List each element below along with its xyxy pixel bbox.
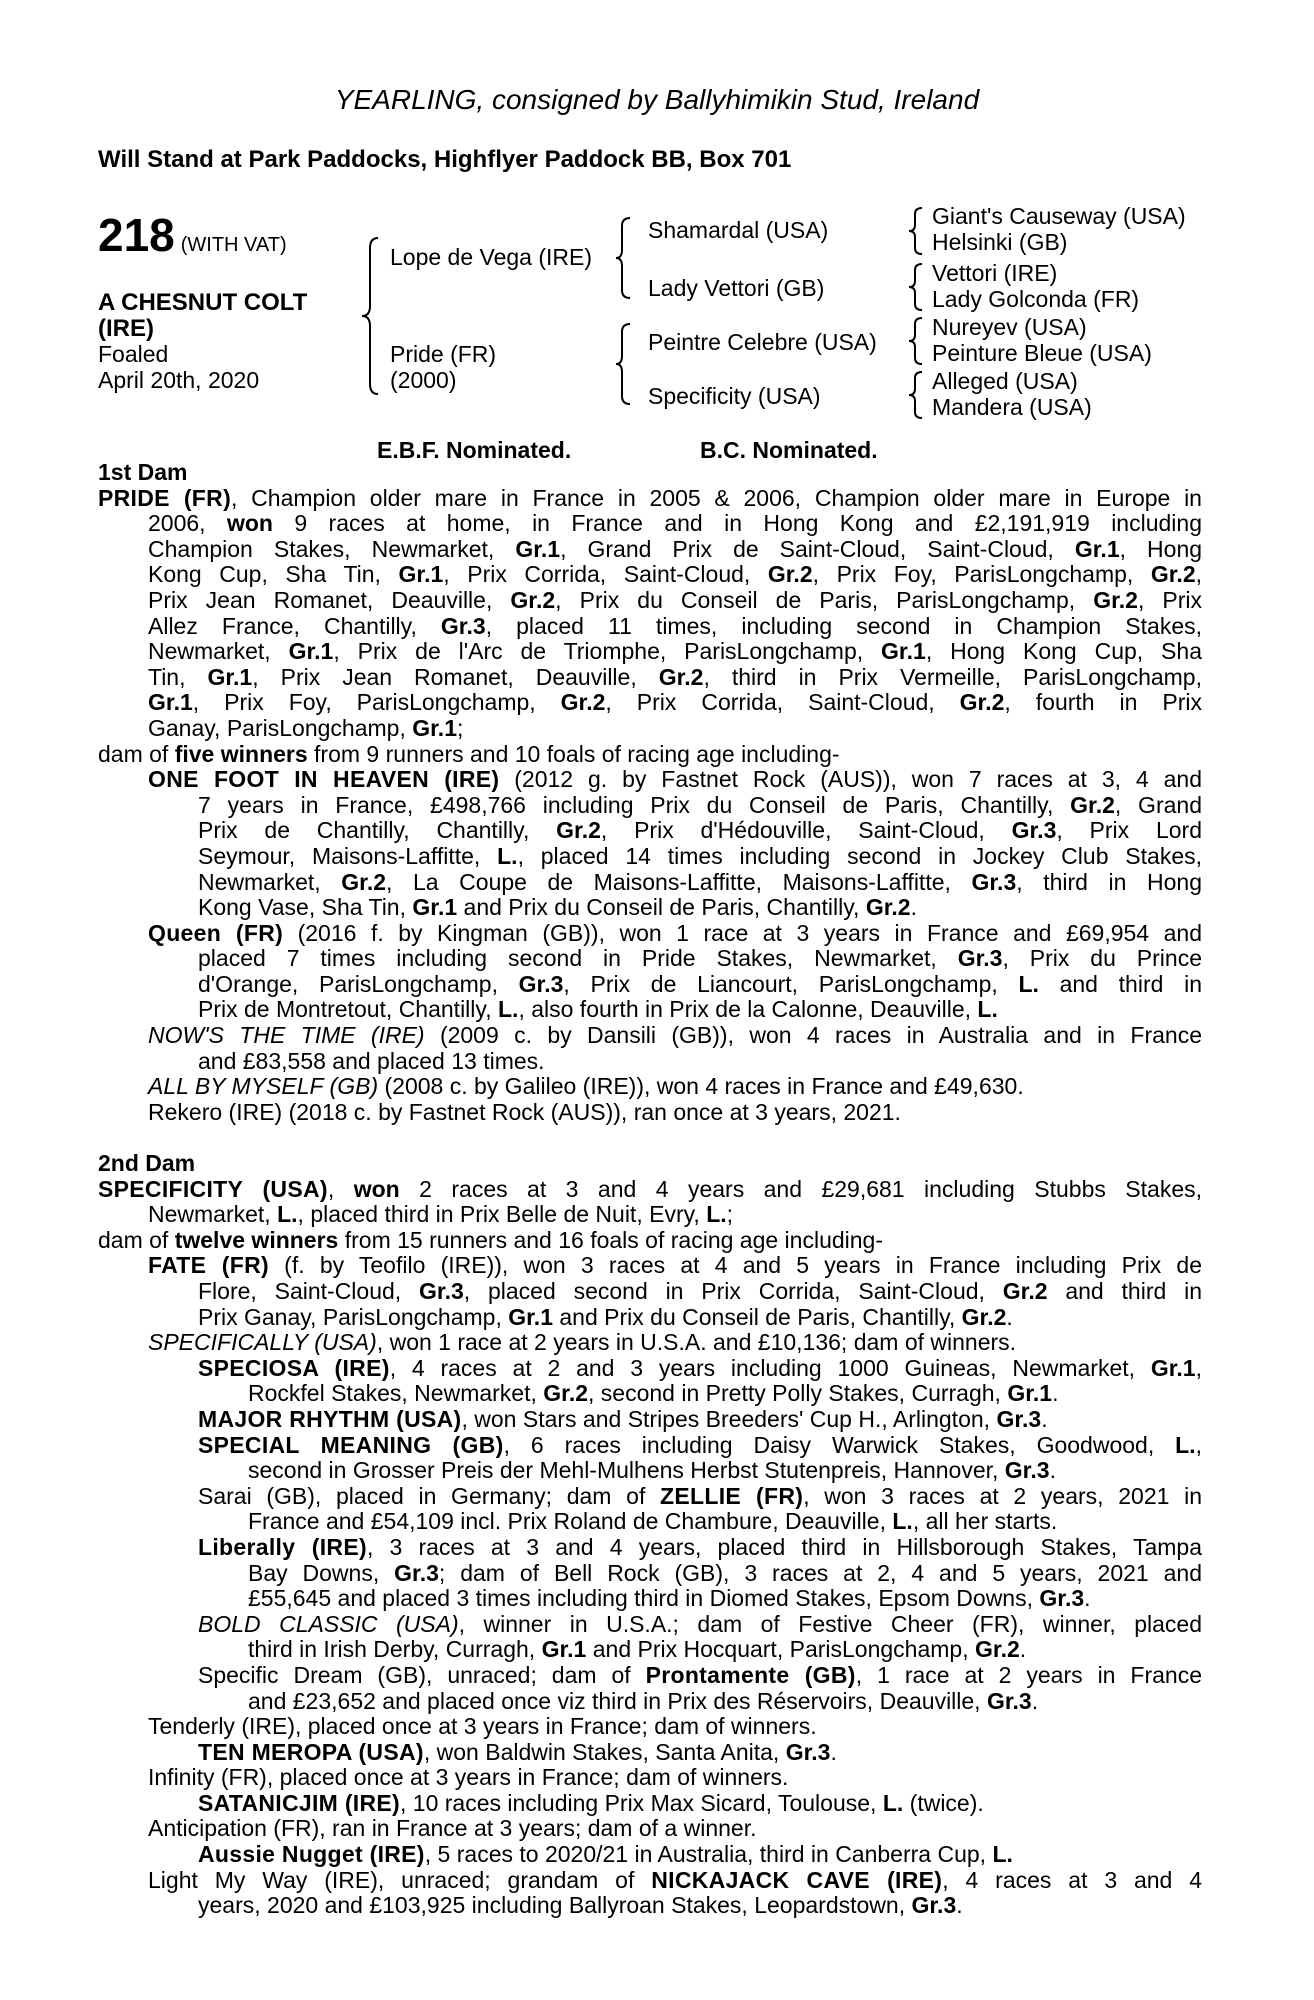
location-line: Will Stand at Park Paddocks, Highflyer Paddock BB, Box 701: [98, 146, 792, 173]
text-run: France and £54,109 incl. Prix Roland de Chambure, Deauville,: [248, 1508, 893, 1535]
text-run: NOW'S THE TIME (IRE): [148, 1022, 425, 1049]
text-run: L.: [992, 1841, 1013, 1868]
text-run: ,: [1195, 1354, 1202, 1381]
text-run: ONE FOOT IN HEAVEN (IRE): [148, 766, 500, 793]
gen3-3: Vettori (IRE): [932, 260, 1058, 286]
lot-number-block: [98, 208, 287, 262]
text-run: Gr.3: [1004, 1457, 1050, 1484]
produce-nows-the-time: [98, 1023, 1202, 1074]
sire-name: Lope de Vega (IRE): [390, 244, 593, 270]
sire-dam-name: Lady Vettori (GB): [648, 275, 825, 301]
text-run: Light My Way (IRE), unraced; grandam of: [148, 1866, 652, 1893]
text-line: [98, 690, 1202, 716]
bc-nomination: B.C. Nominated.: [700, 437, 878, 463]
produce-special-meaning: [98, 1433, 1202, 1484]
text-run: , third in Prix Vermeille, ParisLongchamp,: [703, 663, 1202, 690]
text-run: Gr.2: [959, 689, 1005, 716]
text-run: Prix Ganay, ParisLongchamp,: [198, 1303, 509, 1330]
text-run: Gr.3: [785, 1738, 831, 1765]
text-line: [98, 1433, 1202, 1459]
text-run: Gr.3: [971, 868, 1017, 895]
text-run: (2012 g. by Fastnet Rock (AUS)), won 7 races at 3, 4 and: [499, 766, 1202, 793]
text-run: SPECIOSA (IRE): [198, 1354, 390, 1381]
text-run: 7 years in France, £498,766 including Prix du Conseil de Paris, Chantilly,: [198, 791, 1071, 818]
text-run: and third in: [1047, 1278, 1202, 1304]
consignment-heading: YEARLING, consigned by Ballyhimikin Stud, Ireland: [334, 84, 980, 115]
text-line: [98, 1177, 1202, 1203]
text-run: Allez France, Chantilly,: [148, 612, 441, 639]
pedigree-brace-dam: [614, 322, 634, 406]
text-run: (2016 f. by Kingman (GB)), won 1 race at 3 years in France and £69,954 and: [283, 919, 1202, 946]
produce-tenderly: Tenderly (IRE), placed once at 3 years in France; dam of winners.: [148, 1713, 817, 1740]
text-run: Queen (FR): [148, 919, 284, 946]
text-run: Kong Vase, Sha Tin,: [198, 894, 413, 921]
text-run: Sarai (GB), placed in Germany; dam of: [198, 1482, 661, 1509]
text-run: Rockfel Stakes, Newmarket,: [248, 1380, 544, 1407]
text-run: , second in Pretty Polly Stakes, Curragh,: [588, 1380, 1008, 1407]
text-run: Gr.1: [207, 663, 253, 690]
text-run: MAJOR RHYTHM (USA): [198, 1405, 462, 1432]
gen3-7: Alleged (USA): [932, 368, 1078, 394]
text-run: Aussie Nugget (IRE): [198, 1841, 425, 1868]
text-run: , third in Hong: [1016, 868, 1202, 895]
text-run: Gr.1: [515, 535, 561, 562]
text-line: [98, 1381, 1202, 1407]
text-run: from 9 runners and 10 foals of racing age including-: [307, 740, 840, 767]
text-run: FATE (FR): [148, 1252, 269, 1279]
text-run: ; dam of: [438, 1559, 554, 1586]
produce-sarai: [98, 1484, 1202, 1535]
text-line: [98, 1202, 1202, 1228]
text-run: ;: [726, 1201, 734, 1228]
foaled-date: April 20th, 2020: [98, 367, 260, 393]
pedigree-brace-g4: [906, 370, 926, 420]
text-line: [98, 1893, 1202, 1919]
text-run: Gr.3: [911, 1892, 957, 1919]
text-run: L.: [892, 1508, 913, 1535]
produce-all-by-myself: [98, 1074, 1202, 1100]
lot-number: 218: [98, 209, 175, 261]
gen3-8: Mandera (USA): [932, 394, 1092, 420]
text-run: Gr.2: [767, 561, 813, 588]
pedigree-brace-g2: [906, 262, 926, 312]
text-line: [98, 1637, 1202, 1663]
text-run: , Prix du Conseil de Paris, ParisLongchamp,: [555, 586, 1094, 613]
text-line: [98, 1023, 1202, 1049]
text-run: L.: [497, 842, 518, 869]
text-run: Newmarket,: [148, 1201, 278, 1228]
pedigree-brace-g1: [906, 206, 926, 256]
text-run: Gr.1: [398, 561, 444, 588]
lot-description: A CHESNUT COLT: [98, 289, 308, 316]
text-line: [98, 793, 1202, 819]
second-dam-produce-summary: [98, 1228, 1202, 1254]
text-line: [98, 1484, 1202, 1510]
text-run: L.: [977, 996, 998, 1023]
text-run: 9 races at home, in France and in Hong Kong and £2,191,919 including: [272, 510, 1202, 537]
text-run: won: [353, 1175, 400, 1202]
produce-fate: [98, 1253, 1202, 1330]
text-run: , Prix: [1137, 586, 1203, 613]
text-run: 2006,: [148, 510, 227, 537]
text-line: [98, 1279, 1202, 1305]
text-run: , placed 14 times including second in Jockey Club Stakes,: [517, 842, 1203, 869]
text-run: Gr.2: [1093, 586, 1138, 613]
first-dam-heading: 1st Dam: [98, 459, 188, 485]
dam-dam-name: Specificity (USA): [648, 383, 821, 409]
produce-specific-dream: [98, 1663, 1202, 1714]
text-run: Champion Stakes, Newmarket,: [148, 535, 516, 562]
text-line: [98, 946, 1202, 972]
text-line: [98, 767, 1202, 793]
text-run: Gr.3: [1039, 1585, 1085, 1612]
text-line: [98, 1228, 1202, 1254]
text-run: won: [226, 510, 273, 537]
text-run: , Grand Prix de Saint-Cloud, Saint-Cloud,: [560, 535, 1075, 562]
text-line: [98, 716, 1202, 742]
text-run: , winner in U.S.A.; dam of: [458, 1610, 799, 1637]
text-run: ;: [457, 714, 464, 741]
text-line: [98, 486, 1202, 512]
text-line: [98, 1330, 1202, 1356]
text-run: dam of: [98, 740, 175, 767]
text-run: Festive Cheer (FR): [798, 1610, 1018, 1637]
produce-rekero: Rekero (IRE) (2018 c. by Fastnet Rock (AUS)), ran once at 3 years, 2021.: [148, 1098, 901, 1125]
text-run: placed 7 times including second in Pride Stakes, Newmarket,: [198, 945, 958, 972]
text-line: [98, 511, 1202, 537]
text-run: L.: [1018, 970, 1039, 997]
text-run: L.: [706, 1201, 727, 1228]
text-run: SPECIFICALLY (USA): [148, 1329, 377, 1356]
text-run: L.: [277, 1201, 298, 1228]
text-run: , 3 races at 3 and 4 years, placed third in Hillsborough Stakes, Tampa: [366, 1533, 1202, 1560]
text-line: [98, 1458, 1202, 1484]
text-run: Gr.2: [865, 894, 911, 921]
text-run: , Prix Foy, ParisLongchamp,: [812, 561, 1151, 588]
text-run: , Champion older mare in France in 2005 & 2006, Champion older mare in Europe in: [231, 484, 1202, 511]
text-run: dam of: [98, 1226, 175, 1253]
pedigree-brace-main: [360, 236, 384, 396]
produce-specifically: [98, 1330, 1202, 1356]
text-run: Gr.3: [440, 612, 486, 639]
text-run: NICKAJACK CAVE (IRE): [651, 1866, 943, 1893]
text-line: [98, 1049, 1202, 1075]
text-line: [98, 1356, 1202, 1382]
text-run: Gr.1: [881, 638, 926, 665]
text-run: .: [910, 894, 917, 921]
text-line: [98, 1842, 1202, 1868]
text-run: , won Stars and Stripes Breeders' Cup H., Arlington,: [461, 1405, 997, 1432]
text-run: SPECIAL MEANING (GB): [198, 1431, 504, 1458]
vat-note: (WITH VAT): [180, 234, 287, 256]
text-run: , Prix Lord: [1056, 817, 1202, 844]
text-run: , Prix Corrida, Saint-Cloud,: [605, 689, 960, 716]
text-run: Gr.3: [986, 1687, 1032, 1714]
text-run: Gr.3: [419, 1278, 464, 1304]
text-run: , 4 races at 3 and 4: [942, 1866, 1202, 1893]
text-line: [98, 1586, 1202, 1612]
text-run: Gr.1: [541, 1636, 587, 1663]
text-run: Bay Downs,: [248, 1559, 395, 1586]
pedigree-brace-sire: [614, 216, 634, 300]
text-run: and Prix Hocquart, ParisLongchamp,: [586, 1636, 975, 1663]
dam-year: (2000): [390, 367, 457, 393]
text-run: (2008 c. by Galileo (IRE)), won 4 races in France and £49,630.: [378, 1073, 1024, 1100]
text-run: , won Baldwin Stakes, Santa Anita,: [423, 1738, 786, 1765]
produce-queen: [98, 921, 1202, 1023]
text-run: , placed 11 times, including second in Champion Stakes,: [485, 612, 1202, 639]
text-run: Prix de Montretout, Chantilly,: [198, 996, 498, 1023]
text-line: [98, 921, 1202, 947]
text-run: SPECIFICITY (USA): [98, 1175, 328, 1202]
text-line: [98, 614, 1202, 640]
text-line: [98, 742, 1202, 768]
catalogue-body: [98, 460, 1202, 1919]
text-run: Gr.1: [1074, 535, 1120, 562]
text-run: ZELLIE (FR): [660, 1482, 804, 1509]
text-run: , Prix du Prince: [1002, 945, 1202, 972]
text-run: .: [1041, 1405, 1048, 1432]
text-run: Gr.3: [394, 1559, 439, 1586]
text-run: L.: [497, 996, 519, 1023]
produce-light-my-way: [98, 1868, 1202, 1919]
produce-aussie-nugget: [98, 1842, 1202, 1868]
second-dam-heading: 2nd Dam: [98, 1150, 196, 1177]
text-run: SATANICJIM (IRE): [198, 1789, 400, 1816]
text-run: Kong Cup, Sha Tin,: [148, 561, 399, 588]
text-line: [98, 1689, 1202, 1715]
produce-liberally: [98, 1535, 1202, 1612]
text-run: Gr.3: [957, 945, 1003, 972]
text-run: Gr.1: [508, 1303, 553, 1330]
pedigree-brace-g3: [906, 316, 926, 366]
text-run: Gr.2: [975, 1636, 1020, 1663]
text-run: Gr.1: [148, 689, 193, 716]
text-line: [98, 972, 1202, 998]
text-run: Gr.1: [412, 894, 458, 921]
text-run: , 1 race at 2 years in France: [855, 1661, 1202, 1688]
text-run: , Hong Kong Cup, Sha: [925, 638, 1202, 665]
text-run: Prontamente (GB): [645, 1661, 856, 1688]
text-run: and Prix du Conseil de Paris, Chantilly,: [553, 1303, 962, 1330]
first-dam-produce-summary: [98, 742, 1202, 768]
text-run: .: [1052, 1380, 1059, 1407]
text-line: [98, 1791, 1202, 1817]
text-run: , fourth in Prix: [1004, 689, 1203, 716]
text-line: [98, 1253, 1202, 1279]
text-run: , Prix d'Hédouville, Saint-Cloud,: [600, 817, 1012, 844]
text-run: , Prix de Liancourt, ParisLongchamp,: [563, 970, 1019, 997]
text-line: [98, 1407, 1202, 1433]
text-run: d'Orange, ParisLongchamp,: [198, 970, 519, 997]
dam-name: Pride (FR): [390, 341, 497, 367]
text-run: Gr.2: [961, 1303, 1007, 1330]
text-run: , Grand: [1114, 791, 1202, 818]
text-run: Flore, Saint-Cloud,: [198, 1278, 420, 1304]
text-run: Gr.1: [1007, 1380, 1053, 1407]
text-run: , 4 races at 2 and 3 years including 1000 Guineas, Newmarket,: [389, 1354, 1151, 1381]
text-run: , Prix Jean Romanet, Deauville,: [252, 663, 659, 690]
text-run: (twice).: [903, 1789, 984, 1816]
text-run: .: [1006, 1303, 1013, 1330]
text-line: [98, 1535, 1202, 1561]
text-run: Newmarket,: [198, 868, 342, 895]
text-run: twelve winners: [174, 1226, 339, 1253]
text-run: , all her starts.: [912, 1508, 1058, 1535]
text-run: ,: [327, 1175, 354, 1202]
text-run: , Prix Corrida, Saint-Cloud,: [443, 561, 768, 588]
gen3-6: Peinture Bleue (USA): [932, 340, 1152, 366]
text-run: Prix de Chantilly, Chantilly,: [198, 817, 557, 844]
produce-satanicjim: [98, 1791, 1202, 1817]
text-run: (f. by Teofilo (IRE)), won 3 races at 4 and 5 years in France including Prix de: [268, 1252, 1202, 1279]
gen3-5: Nureyev (USA): [932, 314, 1087, 340]
first-dam-para: [98, 486, 1202, 742]
text-line: [98, 665, 1202, 691]
text-run: , won 1 race at 2 years in U.S.A. and £10,136; dam of winners.: [376, 1329, 1017, 1356]
produce-one-foot-in-heaven: [98, 767, 1202, 921]
text-line: [98, 588, 1202, 614]
text-run: Gr.3: [1011, 817, 1057, 844]
text-run: L.: [882, 1789, 904, 1816]
text-line: [98, 1509, 1202, 1535]
text-run: Seymour, Maisons-Laffitte,: [198, 842, 498, 869]
text-line: [98, 895, 1202, 921]
text-run: L.: [1175, 1431, 1196, 1458]
text-run: Gr.2: [510, 586, 556, 613]
text-line: [98, 1561, 1202, 1587]
text-line: [98, 1074, 1202, 1100]
text-run: .: [1084, 1585, 1091, 1612]
text-line: [98, 1663, 1202, 1689]
text-run: , 3 races at 2, 4 and 5 years, 2021 and: [723, 1559, 1202, 1586]
text-line: [98, 1612, 1202, 1638]
text-line: [98, 639, 1202, 665]
text-run: Newmarket,: [148, 638, 289, 665]
text-run: Gr.2: [1070, 791, 1115, 818]
text-line: [98, 1868, 1202, 1894]
text-run: TEN MEROPA (USA): [198, 1738, 424, 1765]
text-run: Gr.2: [341, 868, 387, 895]
gen3-2: Helsinki (GB): [932, 229, 1068, 255]
text-line: [98, 1740, 1202, 1766]
text-run: Tin,: [148, 663, 208, 690]
text-run: five winners: [174, 740, 308, 767]
text-run: ,: [1195, 1431, 1202, 1458]
text-run: and Prix du Conseil de Paris, Chantilly,: [457, 894, 866, 921]
text-run: , Prix de l'Arc de Triomphe, ParisLongchamp,: [333, 638, 882, 665]
lot-country: (IRE): [98, 315, 154, 342]
text-line: [98, 1305, 1202, 1331]
text-run: , 5 races to 2020/21 in Australia, third in Canberra Cup,: [424, 1841, 993, 1868]
text-run: Gr.2: [1002, 1278, 1048, 1304]
gen3-1: Giant's Causeway (USA): [932, 203, 1186, 229]
text-line: [98, 562, 1202, 588]
produce-anticipation: Anticipation (FR), ran in France at 3 years; dam of a winner.: [148, 1815, 757, 1842]
text-line: [98, 537, 1202, 563]
text-run: Ganay, ParisLongchamp,: [148, 714, 413, 741]
text-run: Gr.1: [412, 714, 457, 741]
produce-bold-classic: [98, 1612, 1202, 1663]
text-run: .: [1049, 1457, 1056, 1484]
text-run: Gr.2: [560, 689, 606, 716]
text-run: .: [1019, 1636, 1027, 1663]
ebf-nomination: E.B.F. Nominated.: [377, 437, 572, 463]
text-run: , won 3 races at 2 years, 2021 in: [803, 1482, 1202, 1509]
produce-infinity: Infinity (FR), placed once at 3 years in France; dam of winners.: [148, 1764, 789, 1791]
text-run: .: [830, 1738, 837, 1765]
text-run: Gr.3: [518, 970, 564, 997]
text-run: , La Coupe de Maisons-Laffitte, Maisons-Laffitte,: [386, 868, 972, 895]
text-run: , winner, placed: [1018, 1610, 1202, 1637]
produce-major-rhythm: [98, 1407, 1202, 1433]
text-run: BOLD CLASSIC (USA): [198, 1610, 459, 1637]
second-dam-para: [98, 1177, 1202, 1228]
text-run: Gr.2: [543, 1380, 589, 1407]
text-run: Gr.2: [658, 663, 704, 690]
sire-sire-name: Shamardal (USA): [648, 217, 829, 243]
text-run: .: [1031, 1687, 1039, 1714]
produce-speciosa: [98, 1356, 1202, 1407]
text-run: Specific Dream (GB), unraced; dam of: [198, 1661, 646, 1688]
text-run: Gr.2: [556, 817, 601, 844]
text-line: [98, 844, 1202, 870]
text-line: [98, 818, 1202, 844]
text-run: (2009 c. by Dansili (GB)), won 4 races in Australia and in France: [424, 1022, 1202, 1049]
foaled-label: Foaled: [98, 341, 169, 367]
produce-ten-meropa: [98, 1740, 1202, 1766]
text-run: Gr.1: [1150, 1354, 1196, 1381]
text-run: and £23,652 and placed once viz third in Prix des Réservoirs, Deauville,: [248, 1687, 987, 1714]
text-line: [98, 997, 1202, 1023]
dam-sire-name: Peintre Celebre (USA): [648, 329, 877, 355]
gen3-4: Lady Golconda (FR): [932, 286, 1140, 312]
text-run: and third in: [1038, 970, 1202, 997]
text-run: , placed second in Prix Corrida, Saint-Cloud,: [463, 1278, 1003, 1304]
text-run: Liberally (IRE): [198, 1533, 367, 1560]
text-run: ,: [1195, 561, 1203, 588]
text-run: and £83,558 and placed 13 times.: [198, 1047, 545, 1074]
text-run: second in Grosser Preis der Mehl-Mulhens Herbst Stutenpreis, Hannover,: [248, 1457, 1005, 1484]
text-run: third in Irish Derby, Curragh,: [248, 1636, 542, 1663]
text-run: Prix Jean Romanet, Deauville,: [148, 586, 511, 613]
text-run: years, 2020 and £103,925 including Ballyroan Stakes, Leopardstown,: [198, 1892, 912, 1919]
text-run: , Hong: [1119, 535, 1203, 562]
text-run: 2 races at 3 and 4 years and £29,681 including Stubbs Stakes,: [399, 1175, 1202, 1202]
text-run: £55,645 and placed 3 times including third in Diomed Stakes, Epsom Downs,: [248, 1585, 1040, 1612]
text-run: , Prix Foy, ParisLongchamp,: [192, 689, 561, 716]
text-run: Gr.1: [288, 638, 334, 665]
text-run: Gr.3: [996, 1405, 1042, 1432]
text-run: .: [956, 1892, 963, 1919]
text-run: , 10 races including Prix Max Sicard, Toulouse,: [400, 1789, 883, 1816]
text-run: Gr.2: [1150, 561, 1196, 588]
text-run: , 6 races including Daisy Warwick Stakes, Goodwood,: [503, 1431, 1176, 1458]
text-run: ALL BY MYSELF (GB): [148, 1073, 379, 1100]
text-line: [98, 870, 1202, 896]
text-run: from 15 runners and 16 foals of racing age including-: [338, 1226, 883, 1253]
text-run: PRIDE (FR): [98, 484, 232, 511]
text-run: , also fourth in Prix de la Calonne, Deauville,: [518, 996, 978, 1023]
text-run: , placed third in Prix Belle de Nuit, Evry,: [297, 1201, 707, 1228]
text-run: Bell Rock (GB): [553, 1559, 724, 1586]
